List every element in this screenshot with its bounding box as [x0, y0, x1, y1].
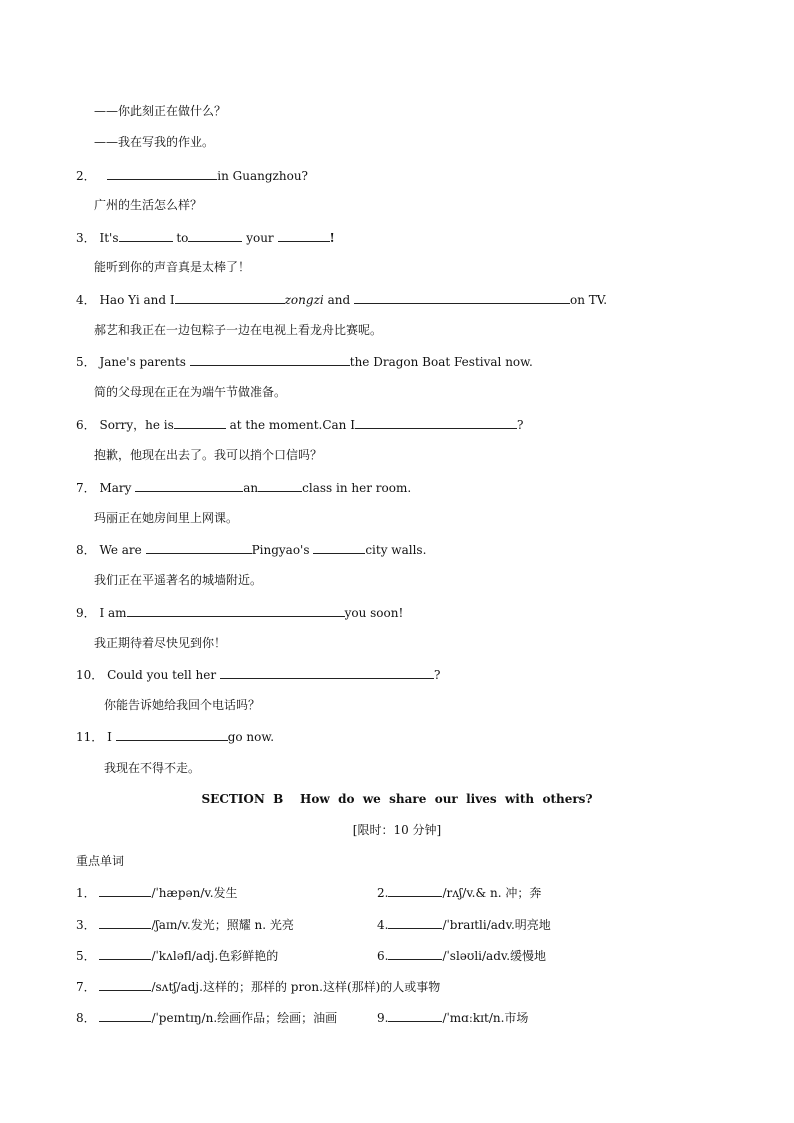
item-4-translation: 郝艺和我正在一边包粽子一边在电视上看龙舟比赛呢。	[94, 323, 383, 337]
item-5	[76, 353, 533, 369]
answer-blank[interactable]	[135, 479, 243, 492]
vocab-item-4	[377, 916, 551, 932]
item-text: to	[176, 231, 189, 245]
item-9-translation: 我正期待着尽快见到你！	[94, 636, 227, 650]
vocab-definition: /ˈbraɪtli/adv.明亮地	[442, 918, 551, 932]
section-title: SECTION B How do we share our lives with others?	[201, 792, 593, 806]
item-4	[76, 291, 607, 307]
item-number: 7．	[76, 481, 96, 495]
vocab-definition: /ˈkʌləfl/adj.色彩鲜艳的	[151, 949, 279, 963]
item-text: city walls.	[365, 543, 427, 557]
item-text: the Dragon Boat Festival now.	[349, 355, 533, 369]
item-text: I am	[99, 606, 127, 620]
vocab-number: 1．	[76, 886, 96, 900]
item-6	[76, 416, 523, 432]
item-number: 8．	[76, 543, 96, 557]
item-number: 4．	[76, 293, 96, 307]
item-8-translation: 我们正在平遥著名的城墙附近。	[94, 573, 263, 587]
vocab-item-3	[76, 916, 294, 932]
item-6-translation: 抱歉，他现在出去了。我可以捎个口信吗？	[94, 448, 323, 462]
answer-blank[interactable]	[188, 229, 242, 242]
answer-blank[interactable]	[99, 947, 151, 960]
answer-blank[interactable]	[146, 541, 252, 554]
item-number: 2．	[76, 169, 96, 183]
vocab-number: 6.	[377, 949, 389, 963]
vocab-item-7	[76, 978, 440, 994]
vocab-definition: /ˈhæpən/v.发生	[151, 886, 238, 900]
item-2-translation: 广州的生活怎么样？	[94, 198, 203, 212]
answer-blank[interactable]	[174, 416, 226, 429]
answer-blank[interactable]	[388, 884, 442, 897]
item-text: go now.	[227, 730, 275, 744]
item-text: at the moment.Can I	[229, 418, 355, 432]
item-7-translation: 玛丽正在她房间里上网课。	[94, 511, 239, 525]
vocab-number: 7．	[76, 980, 96, 994]
answer-blank[interactable]	[278, 229, 330, 242]
item-text: It's	[99, 231, 119, 245]
answer-blank[interactable]	[99, 884, 151, 897]
answer-blank[interactable]	[354, 291, 570, 304]
item-number: 3．	[76, 231, 96, 245]
vocab-definition: /ˈpeɪntɪŋ/n.绘画作品；绘画；油画	[151, 1011, 338, 1025]
item-9	[76, 604, 403, 620]
vocab-definition: /sʌtʃ/adj.这样的；那样的 pron.这样(那样)的人或事物	[151, 980, 441, 994]
answer-blank[interactable]	[355, 416, 517, 429]
key-words-heading: 重点单词	[76, 854, 125, 868]
item-text: Pingyao's	[251, 543, 310, 557]
item-text: zongzi	[284, 293, 324, 307]
item-text: Jane's parents	[99, 355, 186, 369]
answer-blank[interactable]	[220, 666, 434, 679]
item-number: 5．	[76, 355, 96, 369]
item-10-translation: 你能告诉她给我回个电话吗？	[104, 698, 261, 712]
item-text: you soon!	[344, 606, 404, 620]
item-text: Hao Yi and I	[99, 293, 175, 307]
answer-blank[interactable]	[99, 978, 151, 991]
item-number: 10．	[76, 668, 104, 682]
item-text: ?	[516, 418, 524, 432]
vocab-number: 4.	[377, 918, 389, 932]
answer-blank[interactable]	[99, 916, 151, 929]
vocab-item-8	[76, 1009, 337, 1025]
item-text: in Guangzhou?	[217, 169, 308, 183]
vocab-item-1	[76, 884, 238, 900]
answer-blank[interactable]	[175, 291, 285, 304]
answer-blank[interactable]	[99, 1009, 151, 1022]
item-text: Sorry，he is	[99, 418, 174, 432]
answer-blank[interactable]	[190, 353, 350, 366]
vocab-item-9	[377, 1009, 528, 1025]
intro-question: ——你此刻正在做什么？	[94, 104, 227, 118]
item-text: your	[246, 231, 274, 245]
item-text: ?	[433, 668, 441, 682]
vocab-number: 9.	[377, 1011, 389, 1025]
item-number: 9．	[76, 606, 96, 620]
vocab-definition: /ˈmɑːkɪt/n.市场	[442, 1011, 529, 1025]
item-number: 11．	[76, 730, 104, 744]
answer-blank[interactable]	[107, 167, 217, 180]
item-10	[76, 666, 440, 682]
answer-blank[interactable]	[119, 229, 173, 242]
item-text: Mary	[99, 481, 132, 495]
item-text: I	[107, 730, 112, 744]
item-text: Could you tell her	[107, 668, 217, 682]
answer-blank[interactable]	[127, 604, 345, 617]
item-3-translation: 能听到你的声音真是太棒了！	[94, 260, 251, 274]
item-11	[76, 728, 274, 744]
vocab-definition: /ʃaɪn/v.发光；照耀 n. 光亮	[151, 918, 294, 932]
item-8	[76, 541, 426, 557]
answer-blank[interactable]	[313, 541, 365, 554]
vocab-number: 2.	[377, 886, 389, 900]
item-11-translation: 我现在不得不走。	[104, 761, 201, 775]
item-7	[76, 479, 411, 495]
item-text: !	[329, 231, 335, 245]
time-limit: [限时：10 分钟]	[352, 823, 442, 837]
vocab-definition: /ˈsləʊli/adv.缓慢地	[442, 949, 547, 963]
item-text: on TV.	[569, 293, 608, 307]
item-text: We are	[99, 543, 142, 557]
item-3	[76, 229, 335, 245]
vocab-number: 3．	[76, 918, 96, 932]
item-text: class in her room.	[302, 481, 412, 495]
vocab-item-5	[76, 947, 278, 963]
answer-blank[interactable]	[388, 1009, 442, 1022]
vocab-item-6	[377, 947, 546, 963]
vocab-definition: /rʌʃ/v.& n. 冲；奔	[442, 886, 542, 900]
vocab-number: 5．	[76, 949, 96, 963]
vocab-item-2	[377, 884, 541, 900]
item-2	[76, 167, 308, 183]
item-text: an	[243, 481, 259, 495]
vocab-number: 8．	[76, 1011, 96, 1025]
intro-answer: ——我在写我的作业。	[94, 135, 215, 149]
item-5-translation: 简的父母现在正在为端午节做准备。	[94, 385, 287, 399]
answer-blank[interactable]	[388, 916, 442, 929]
answer-blank[interactable]	[258, 479, 302, 492]
item-text: and	[327, 293, 351, 307]
item-number: 6．	[76, 418, 96, 432]
answer-blank[interactable]	[388, 947, 442, 960]
answer-blank[interactable]	[116, 728, 228, 741]
